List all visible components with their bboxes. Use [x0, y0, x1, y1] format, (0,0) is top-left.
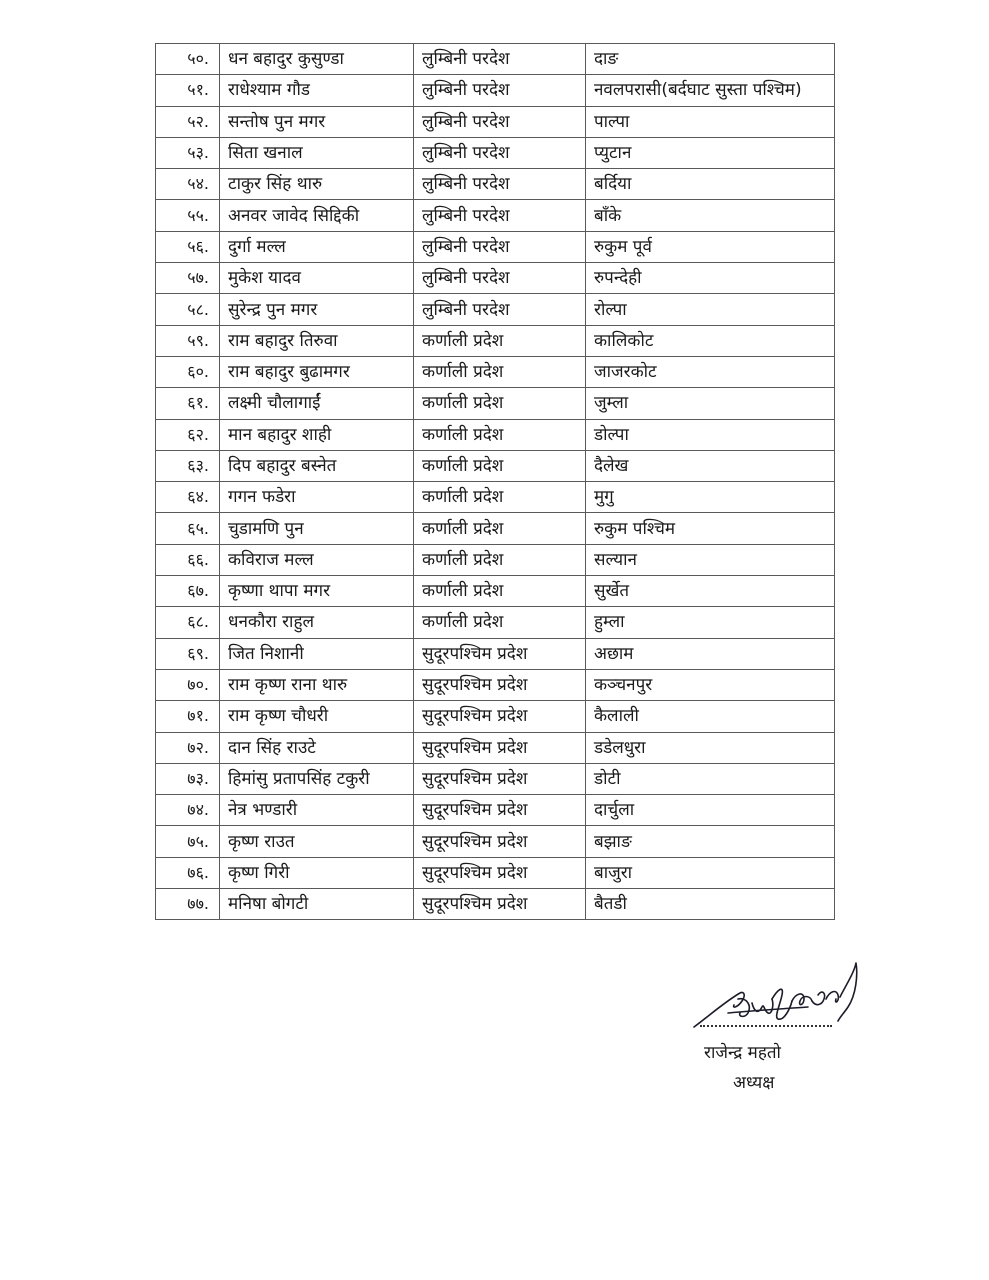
member-name-cell: राम कृष्ण चौधरी [220, 701, 414, 732]
table-row [156, 763, 835, 794]
serial-number-cell: ७१. [156, 701, 220, 732]
district-cell: सुर्खेत [586, 576, 835, 607]
district-cell: नवलपरासी(बर्दघाट सुस्ता पश्चिम) [586, 75, 835, 106]
member-name-cell: नेत्र भण्डारी [220, 795, 414, 826]
district-cell: मुगु [586, 482, 835, 513]
district-cell: कञ्चनपुर [586, 669, 835, 700]
serial-number-cell: ६३. [156, 450, 220, 481]
district-cell: दैलेख [586, 450, 835, 481]
district-cell: बैतडी [586, 889, 835, 920]
member-name-cell: मुकेश यादव [220, 263, 414, 294]
district-cell: बर्दिया [586, 169, 835, 200]
table-row [156, 607, 835, 638]
serial-number-cell: ६७. [156, 576, 220, 607]
district-cell: रोल्पा [586, 294, 835, 325]
table-row [156, 263, 835, 294]
district-cell: बाँके [586, 200, 835, 231]
serial-number-cell: ७३. [156, 763, 220, 794]
table-row [156, 44, 835, 75]
province-cell: कर्णाली प्रदेश [414, 482, 586, 513]
table-row [156, 482, 835, 513]
serial-number-cell: ५३. [156, 137, 220, 168]
serial-number-cell: ७०. [156, 669, 220, 700]
province-cell: सुदूरपश्चिम प्रदेश [414, 763, 586, 794]
serial-number-cell: ५८. [156, 294, 220, 325]
table-row [156, 200, 835, 231]
table-row [156, 732, 835, 763]
table-row [156, 638, 835, 669]
serial-number-cell: ५०. [156, 44, 220, 75]
serial-number-cell: ६०. [156, 356, 220, 387]
district-cell: हुम्ला [586, 607, 835, 638]
member-name-cell: दिप बहादुर बस्नेत [220, 450, 414, 481]
serial-number-cell: ७७. [156, 889, 220, 920]
district-cell: जुम्ला [586, 388, 835, 419]
province-cell: सुदूरपश्चिम प्रदेश [414, 732, 586, 763]
serial-number-cell: ६१. [156, 388, 220, 419]
member-table-body [156, 44, 835, 920]
province-cell: सुदूरपश्चिम प्रदेश [414, 638, 586, 669]
table-row [156, 137, 835, 168]
province-cell: लुम्बिनी परदेश [414, 200, 586, 231]
province-cell: कर्णाली प्रदेश [414, 388, 586, 419]
serial-number-cell: ५९. [156, 325, 220, 356]
province-cell: सुदूरपश्चिम प्रदेश [414, 795, 586, 826]
member-name-cell: गगन फडेरा [220, 482, 414, 513]
province-cell: कर्णाली प्रदेश [414, 419, 586, 450]
serial-number-cell: ५२. [156, 106, 220, 137]
member-name-cell: राम बहादुर बुढामगर [220, 356, 414, 387]
table-row [156, 106, 835, 137]
member-name-cell: अनवर जावेद सिद्दिकी [220, 200, 414, 231]
province-cell: सुदूरपश्चिम प्रदेश [414, 857, 586, 888]
serial-number-cell: ६८. [156, 607, 220, 638]
member-name-cell: सन्तोष पुन मगर [220, 106, 414, 137]
table-row [156, 419, 835, 450]
member-name-cell: हिमांसु प्रतापसिंह टकुरी [220, 763, 414, 794]
province-cell: कर्णाली प्रदेश [414, 325, 586, 356]
province-cell: लुम्बिनी परदेश [414, 106, 586, 137]
district-cell: अछाम [586, 638, 835, 669]
table-row [156, 544, 835, 575]
signature-dotted-line [700, 1025, 832, 1027]
serial-number-cell: ७२. [156, 732, 220, 763]
member-name-cell: सुरेन्द्र पुन मगर [220, 294, 414, 325]
member-name-cell: धन बहादुर कुसुण्डा [220, 44, 414, 75]
member-name-cell: दुर्गा मल्ल [220, 231, 414, 262]
serial-number-cell: ७५. [156, 826, 220, 857]
table-row [156, 450, 835, 481]
district-cell: दाङ [586, 44, 835, 75]
district-cell: रुकुम पश्चिम [586, 513, 835, 544]
table-row [156, 857, 835, 888]
province-cell: लुम्बिनी परदेश [414, 169, 586, 200]
handwritten-signature [688, 955, 863, 1035]
signer-name: राजेन्द्र महतो [704, 1043, 781, 1063]
member-table [155, 43, 835, 920]
serial-number-cell: ५१. [156, 75, 220, 106]
district-cell: डोल्पा [586, 419, 835, 450]
province-cell: लुम्बिनी परदेश [414, 294, 586, 325]
member-name-cell: कृष्ण राउत [220, 826, 414, 857]
serial-number-cell: ६२. [156, 419, 220, 450]
province-cell: कर्णाली प्रदेश [414, 513, 586, 544]
member-name-cell: कृष्णा थापा मगर [220, 576, 414, 607]
member-name-cell: कृष्ण गिरी [220, 857, 414, 888]
table-row [156, 325, 835, 356]
table-row [156, 231, 835, 262]
serial-number-cell: ६५. [156, 513, 220, 544]
province-cell: कर्णाली प्रदेश [414, 356, 586, 387]
table-row [156, 294, 835, 325]
member-name-cell: राम कृष्ण राना थारु [220, 669, 414, 700]
district-cell: बाजुरा [586, 857, 835, 888]
table-row [156, 795, 835, 826]
member-name-cell: सिता खनाल [220, 137, 414, 168]
table-row [156, 356, 835, 387]
district-cell: डोटी [586, 763, 835, 794]
table-row [156, 889, 835, 920]
province-cell: लुम्बिनी परदेश [414, 263, 586, 294]
table-row [156, 388, 835, 419]
province-cell: लुम्बिनी परदेश [414, 231, 586, 262]
serial-number-cell: ५५. [156, 200, 220, 231]
member-name-cell: लक्ष्मी चौलागाईं [220, 388, 414, 419]
district-cell: दार्चुला [586, 795, 835, 826]
district-cell: पाल्पा [586, 106, 835, 137]
table-row [156, 169, 835, 200]
district-cell: रुपन्देही [586, 263, 835, 294]
member-name-cell: धनकौरा राहुल [220, 607, 414, 638]
province-cell: कर्णाली प्रदेश [414, 576, 586, 607]
province-cell: कर्णाली प्रदेश [414, 544, 586, 575]
district-cell: रुकुम पूर्व [586, 231, 835, 262]
serial-number-cell: ५६. [156, 231, 220, 262]
district-cell: सल्यान [586, 544, 835, 575]
table-row [156, 75, 835, 106]
province-cell: सुदूरपश्चिम प्रदेश [414, 826, 586, 857]
member-name-cell: मनिषा बोगटी [220, 889, 414, 920]
district-cell: कैलाली [586, 701, 835, 732]
member-name-cell: कविराज मल्ल [220, 544, 414, 575]
province-cell: कर्णाली प्रदेश [414, 450, 586, 481]
member-name-cell: मान बहादुर शाही [220, 419, 414, 450]
serial-number-cell: ६४. [156, 482, 220, 513]
member-name-cell: राम बहादुर तिरुवा [220, 325, 414, 356]
table-row [156, 669, 835, 700]
table-row [156, 701, 835, 732]
table-row [156, 576, 835, 607]
district-cell: प्युटान [586, 137, 835, 168]
table-row [156, 513, 835, 544]
serial-number-cell: ७६. [156, 857, 220, 888]
province-cell: लुम्बिनी परदेश [414, 44, 586, 75]
member-name-cell: चुडामणि पुन [220, 513, 414, 544]
district-cell: डडेलधुरा [586, 732, 835, 763]
province-cell: कर्णाली प्रदेश [414, 607, 586, 638]
province-cell: सुदूरपश्चिम प्रदेश [414, 701, 586, 732]
district-cell: जाजरकोट [586, 356, 835, 387]
signer-title: अध्यक्ष [733, 1073, 775, 1093]
district-cell: कालिकोट [586, 325, 835, 356]
table-row [156, 826, 835, 857]
serial-number-cell: ५४. [156, 169, 220, 200]
member-name-cell: दान सिंह राउटे [220, 732, 414, 763]
serial-number-cell: ६६. [156, 544, 220, 575]
serial-number-cell: ७४. [156, 795, 220, 826]
district-cell: बझाङ [586, 826, 835, 857]
member-name-cell: टाकुर सिंह थारु [220, 169, 414, 200]
member-name-cell: जित निशानी [220, 638, 414, 669]
province-cell: सुदूरपश्चिम प्रदेश [414, 669, 586, 700]
serial-number-cell: ६९. [156, 638, 220, 669]
province-cell: लुम्बिनी परदेश [414, 75, 586, 106]
province-cell: लुम्बिनी परदेश [414, 137, 586, 168]
serial-number-cell: ५७. [156, 263, 220, 294]
member-name-cell: राधेश्याम गौड [220, 75, 414, 106]
province-cell: सुदूरपश्चिम प्रदेश [414, 889, 586, 920]
